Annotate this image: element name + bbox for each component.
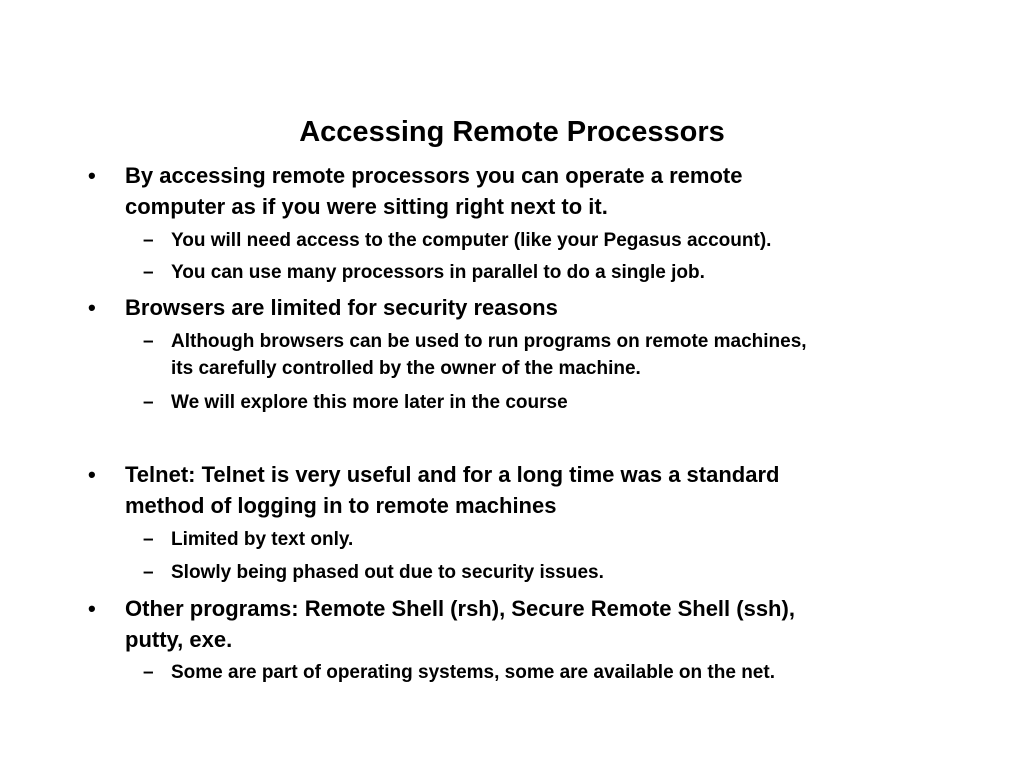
sub-bullet-text-line: its carefully controlled by the owner of the machine. — [171, 358, 641, 379]
slide-title: Accessing Remote Processors — [299, 116, 725, 148]
sub-bullet-text: Limited by text only. — [171, 529, 354, 550]
sub-bullet-text: Some are part of operating systems, some are available on the net. — [171, 662, 775, 683]
sub-bullet-text: Slowly being phased out due to security issues. — [171, 562, 604, 583]
bullet-text-line: putty, exe. — [125, 627, 233, 652]
sub-bullet-text: You can use many processors in parallel to do a single job. — [171, 262, 705, 283]
sub-bullet-marker: – — [143, 392, 154, 413]
bullet-marker: • — [88, 163, 96, 188]
bullet-marker: • — [88, 295, 96, 320]
bullet-text-line: computer as if you were sitting right next to it. — [125, 194, 608, 219]
bullet-text — [125, 292, 925, 323]
sub-bullet-text — [171, 328, 941, 382]
bullet-marker: • — [88, 462, 96, 487]
bullet-text-line: By accessing remote processors you can operate a remote — [125, 163, 743, 188]
sub-bullet-marker: – — [143, 230, 154, 251]
sub-bullet-text: We will explore this more later in the course — [171, 392, 568, 413]
sub-bullet-marker: – — [143, 529, 154, 550]
bullet-text-line: method of logging in to remote machines — [125, 493, 557, 518]
bullet-marker: • — [88, 596, 96, 621]
sub-bullet-marker: – — [143, 662, 154, 683]
sub-bullet-marker: – — [143, 562, 154, 583]
sub-bullet-text-line: Although browsers can be used to run programs on remote machines, — [171, 331, 807, 352]
sub-bullet-marker: – — [143, 262, 154, 283]
sub-bullet-text: You will need access to the computer (like your Pegasus account). — [171, 230, 772, 251]
bullet-text-line: Other programs: Remote Shell (rsh), Secure Remote Shell (ssh), — [125, 596, 795, 621]
bullet-text-line: Telnet: Telnet is very useful and for a long time was a standard — [125, 462, 780, 487]
bullet-text — [125, 459, 925, 521]
bullet-text — [125, 160, 925, 222]
bullet-text — [125, 593, 925, 655]
bullet-text-line: Browsers are limited for security reasons — [125, 295, 558, 320]
sub-bullet-marker: – — [143, 331, 154, 352]
